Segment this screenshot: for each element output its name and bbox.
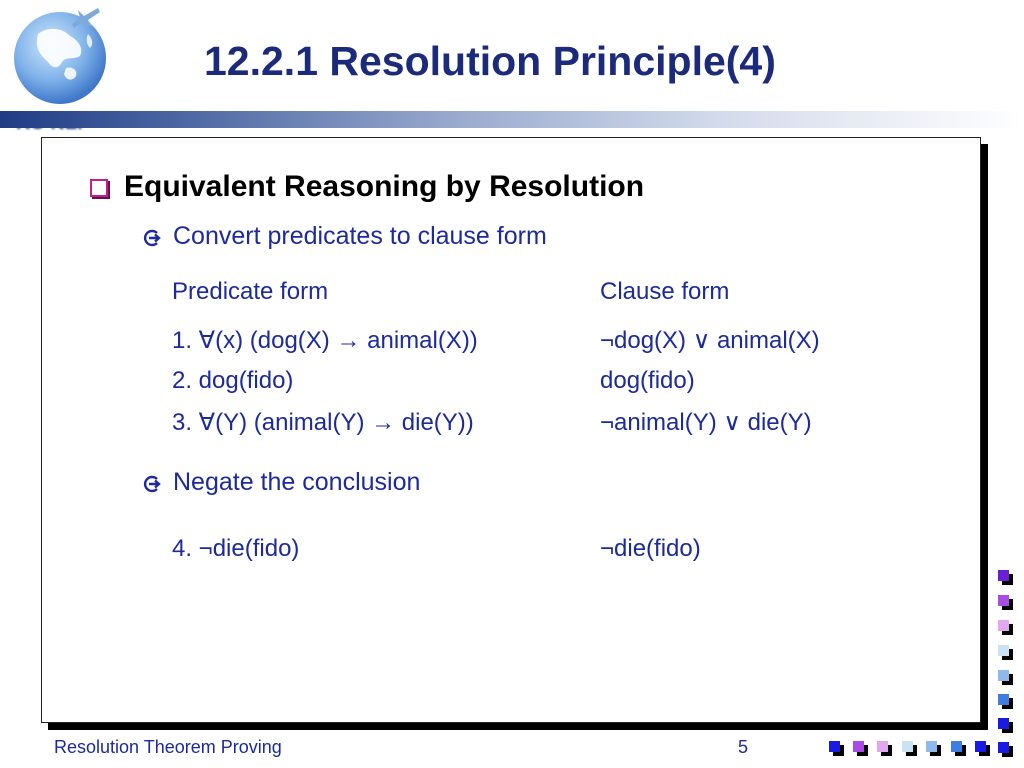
row-2-predicate: 2. dog(fido) <box>172 367 294 394</box>
slide-title: 12.2.1 Resolution Principle(4) <box>204 38 776 84</box>
circle-arrow-icon <box>143 229 161 247</box>
row-4-clause: ¬die(fido) <box>600 535 701 562</box>
row-1-predicate: 1. ∀(x) (dog(X) → animal(X)) <box>172 327 478 354</box>
decor-square <box>998 742 1009 753</box>
square-bullet-icon <box>90 179 108 197</box>
footer-title: Resolution Theorem Proving <box>54 737 282 757</box>
decor-square <box>926 741 937 752</box>
decor-square <box>998 718 1009 729</box>
page-number: 5 <box>738 737 749 757</box>
title-underline-bar <box>0 111 1024 128</box>
decor-square <box>951 741 962 752</box>
decor-square <box>902 741 913 752</box>
step-negate-text: Negate the conclusion <box>173 468 421 496</box>
circle-arrow-icon <box>143 475 161 493</box>
decor-square <box>998 570 1009 581</box>
heading-bullet <box>90 170 644 204</box>
row-1-clause: ¬dog(X) ∨ animal(X) <box>600 327 820 354</box>
step-convert <box>143 222 547 251</box>
row-4-predicate: 4. ¬die(fido) <box>172 535 300 562</box>
column-header-clause: Clause form <box>600 278 730 305</box>
row-3-clause: ¬animal(Y) ∨ die(Y) <box>600 409 812 436</box>
decor-square <box>998 694 1009 705</box>
column-header-predicate: Predicate form <box>172 278 329 305</box>
decor-square <box>975 741 986 752</box>
decor-square <box>998 595 1009 606</box>
globe-icon <box>8 4 116 112</box>
decor-square <box>877 741 888 752</box>
decor-square <box>853 741 864 752</box>
decor-square <box>998 645 1009 656</box>
row-2-clause: dog(fido) <box>600 367 695 394</box>
step-convert-text: Convert predicates to clause form <box>173 222 547 250</box>
decor-square <box>998 620 1009 631</box>
decor-square <box>998 670 1009 681</box>
section-heading: Equivalent Reasoning by Resolution <box>124 170 645 203</box>
step-negate <box>143 468 420 497</box>
row-3-predicate: 3. ∀(Y) (animal(Y) → die(Y)) <box>172 409 474 436</box>
decor-square <box>829 741 840 752</box>
